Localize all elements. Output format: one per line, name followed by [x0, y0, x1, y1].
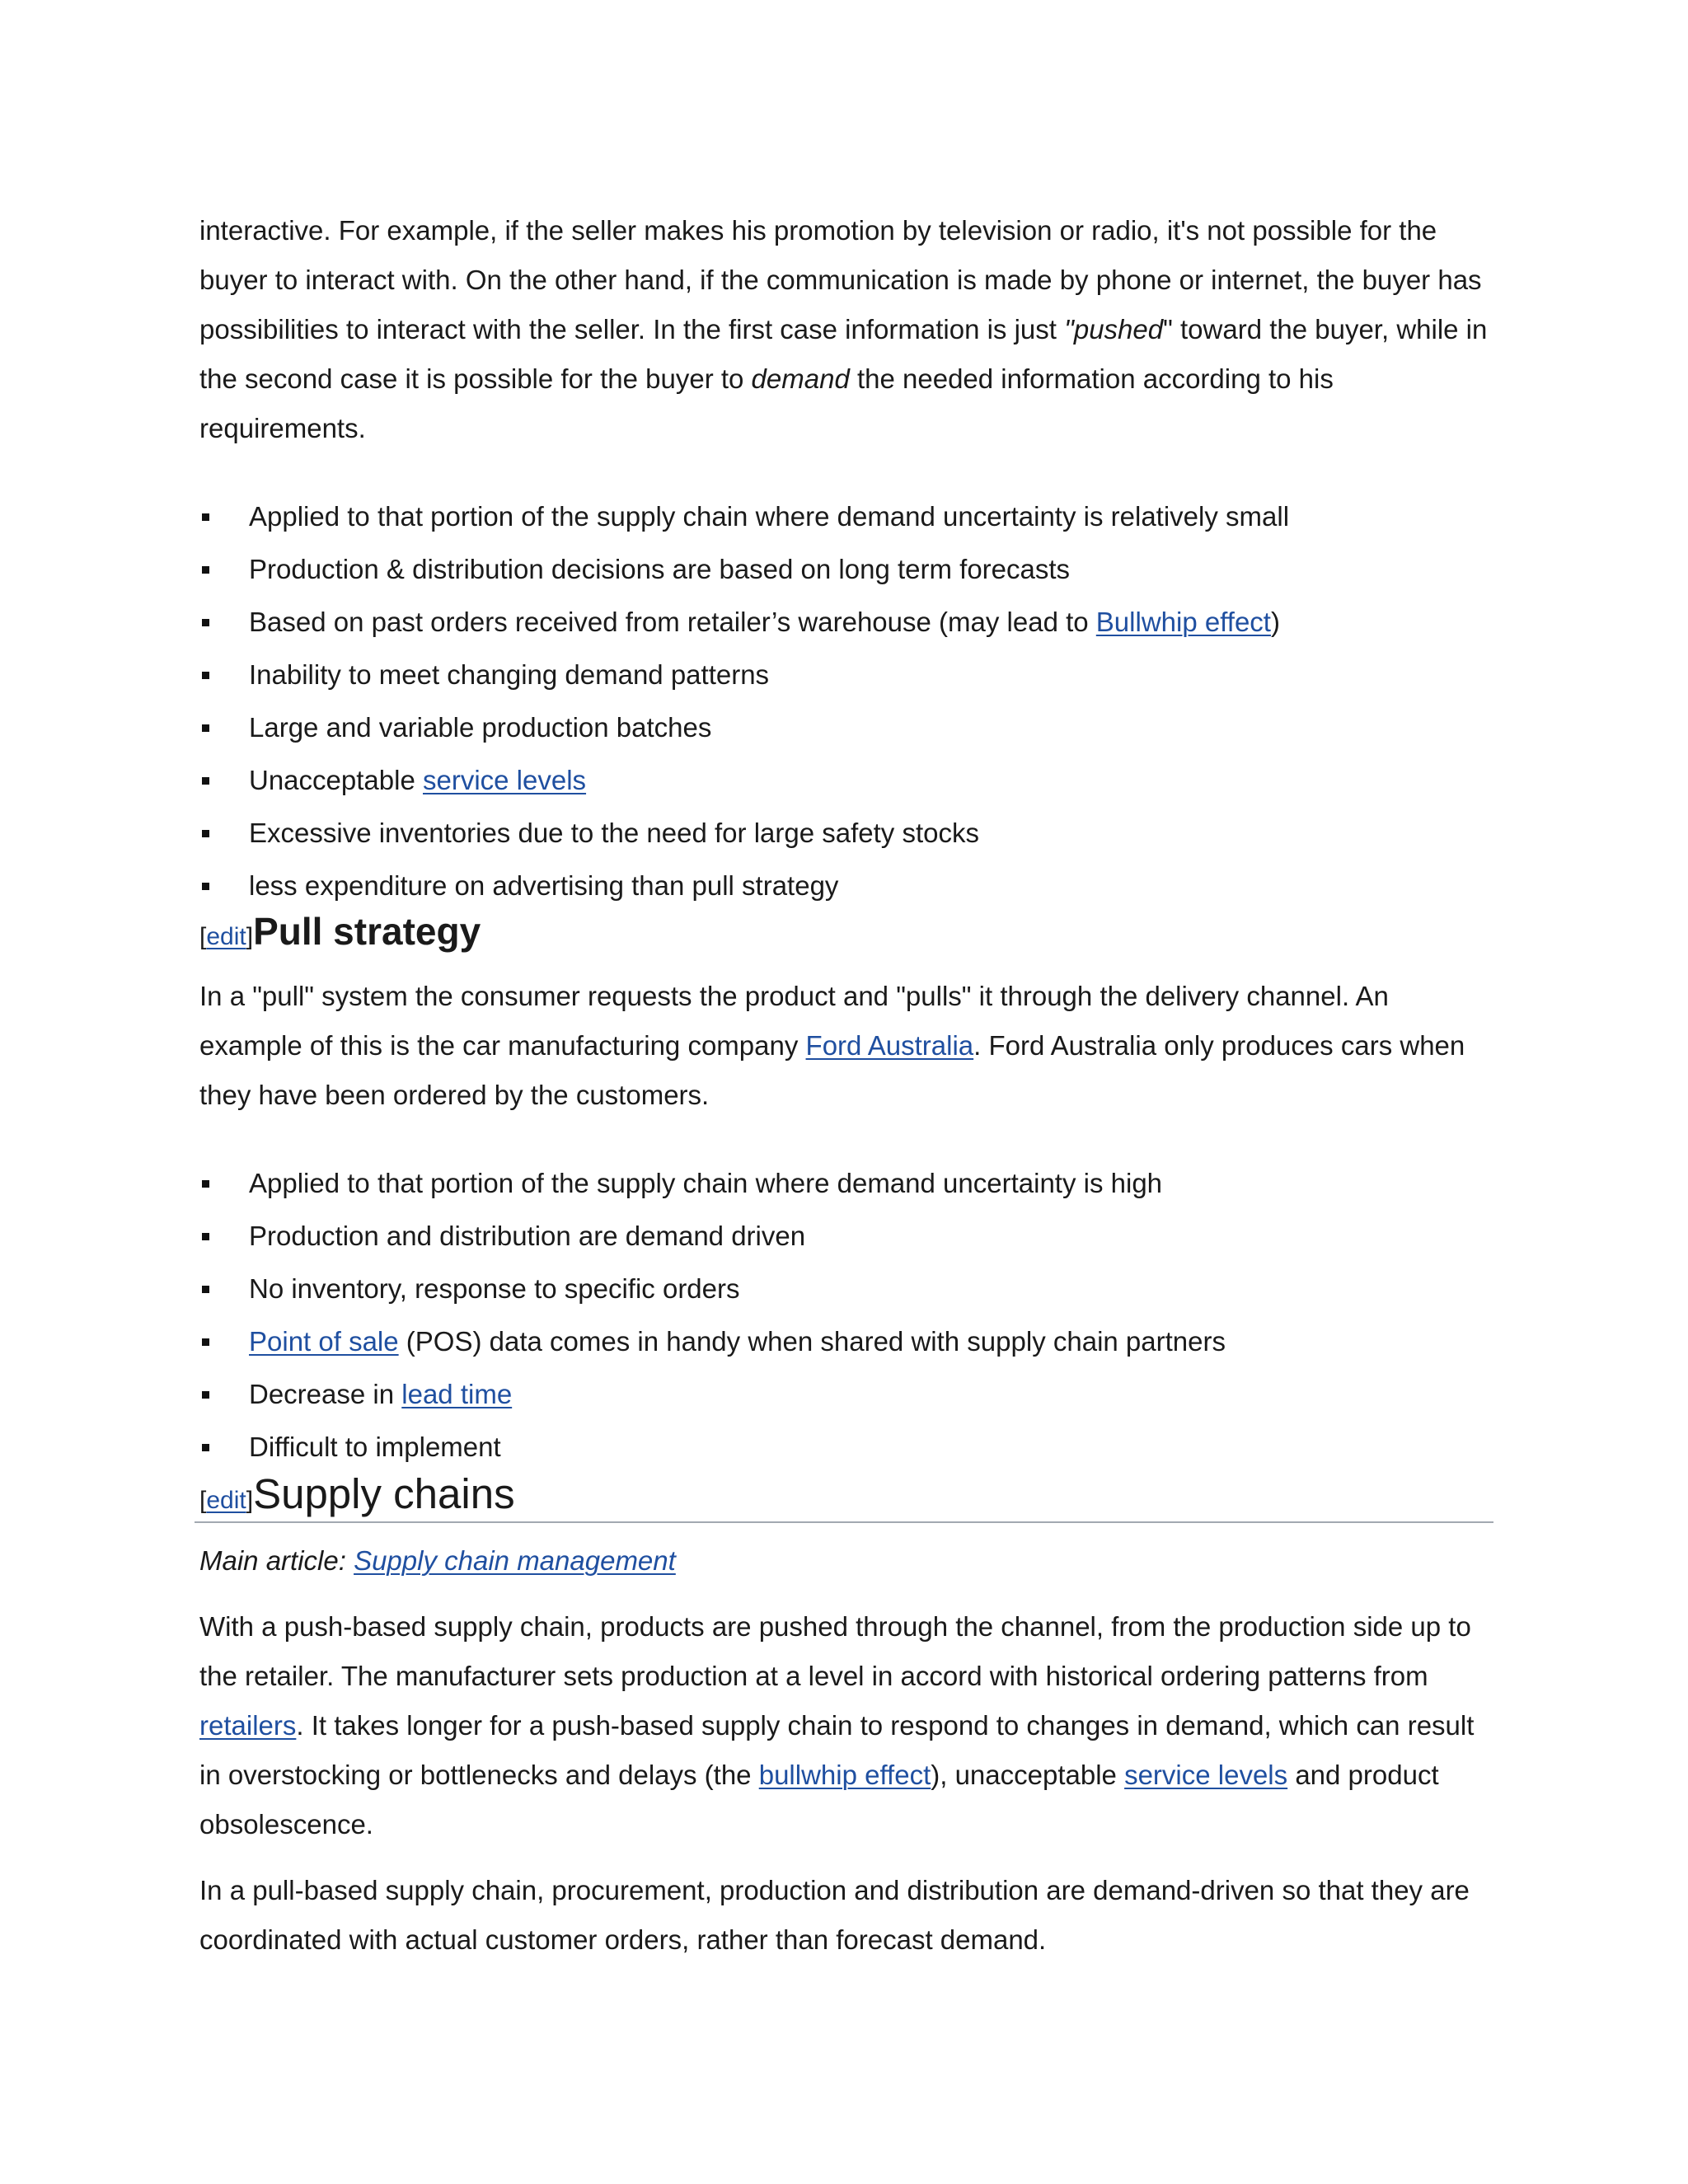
- edit-pull-strategy-link[interactable]: edit: [206, 923, 246, 950]
- bullet-square-icon: [202, 513, 209, 521]
- list-item-text: Inability to meet changing demand patterns: [249, 659, 770, 690]
- demand-emphasis: demand: [751, 363, 850, 394]
- bracket-close: ]: [246, 923, 254, 950]
- retailers-link[interactable]: retailers: [199, 1710, 297, 1741]
- bullet-square-icon: [202, 1444, 209, 1451]
- edit-supply-chains-link[interactable]: edit: [206, 1487, 246, 1514]
- bullet-square-icon: [202, 1286, 209, 1293]
- list-item-text: ): [1270, 607, 1280, 637]
- list-item: [199, 701, 1493, 754]
- paragraph-text: ), unacceptable: [931, 1760, 1125, 1790]
- intro-text: " toward the buyer, while in the second case it is possible for the buyer to: [199, 314, 1488, 394]
- bracket-close: ]: [246, 1487, 254, 1514]
- lead-time-link[interactable]: lead time: [401, 1379, 513, 1409]
- list-item-text: No inventory, response to specific orders: [249, 1273, 740, 1304]
- section-title: Supply chains: [253, 1470, 515, 1517]
- paragraph-text: In a pull-based supply chain, procurement, production and distribution are demand-driven so that they are coordinated with actual customer orders, rather than forecast demand.: [199, 1875, 1470, 1955]
- pull-supply-chain-paragraph: [199, 1866, 1493, 1965]
- bullet-square-icon: [202, 1338, 209, 1346]
- list-item-text: Difficult to implement: [249, 1432, 501, 1462]
- list-item-text: Large and variable production batches: [249, 712, 712, 743]
- supply-chain-management-link[interactable]: Supply chain management: [354, 1545, 676, 1576]
- list-item-text: Applied to that portion of the supply chain where demand uncertainty is relatively small: [249, 501, 1290, 532]
- list-item: [199, 860, 1493, 912]
- list-item-text: Unacceptable: [249, 765, 423, 795]
- paragraph-text: and product obsolescence.: [199, 1760, 1439, 1840]
- bullet-square-icon: [202, 724, 209, 732]
- section-title: Pull strategy: [253, 910, 481, 953]
- list-item: [199, 1315, 1493, 1368]
- list-item-text: Production and distribution are demand driven: [249, 1221, 806, 1251]
- intro-text: interactive. For example, if the seller makes his promotion by television or radio, it's not possible for the buyer to interact with. On the other hand, if the communication is made by phone or internet, the buyer has possibilities to interact with the seller. In the first case information is just: [199, 215, 1482, 344]
- list-item-text: (POS) data comes in handy when shared with supply chain partners: [398, 1326, 1226, 1357]
- pull-text: . Ford Australia only produces cars when they have been ordered by the customers.: [199, 1030, 1465, 1110]
- pushed-emphasis: "pushed: [1064, 314, 1164, 344]
- bullet-square-icon: [202, 1391, 209, 1399]
- bullet-square-icon: [202, 1180, 209, 1188]
- list-item: [199, 1263, 1493, 1315]
- list-item: [199, 1368, 1493, 1421]
- list-item: [199, 596, 1493, 649]
- bullet-square-icon: [202, 566, 209, 574]
- ford-australia-link[interactable]: Ford Australia: [805, 1030, 974, 1061]
- main-article-label: Main article:: [199, 1545, 354, 1576]
- bullet-square-icon: [202, 1233, 209, 1240]
- bullet-square-icon: [202, 619, 209, 626]
- list-item: [199, 1210, 1493, 1263]
- edit-section-link-wrapper: [199, 923, 253, 951]
- list-item: [199, 1157, 1493, 1210]
- service-levels-link[interactable]: service levels: [1124, 1760, 1288, 1790]
- service-levels-link[interactable]: service levels: [422, 765, 587, 795]
- list-item: [199, 490, 1493, 543]
- bracket-open: [: [199, 923, 207, 950]
- list-item-text: Applied to that portion of the supply chain where demand uncertainty is high: [249, 1168, 1163, 1198]
- pull-strategy-heading: [199, 911, 1493, 952]
- bullet-square-icon: [202, 830, 209, 837]
- list-item-text: Decrease in: [249, 1379, 402, 1409]
- list-item-text: Excessive inventories due to the need for large safety stocks: [249, 818, 979, 848]
- intro-paragraph: [199, 206, 1493, 453]
- pull-characteristics-list: [199, 1157, 1493, 1474]
- pull-paragraph: [199, 972, 1493, 1120]
- bullwhip-effect-link[interactable]: bullwhip effect: [758, 1760, 931, 1790]
- list-item: [199, 649, 1493, 701]
- point-of-sale-link[interactable]: Point of sale: [249, 1326, 399, 1357]
- article-body: [199, 206, 1493, 1965]
- list-item-text: less expenditure on advertising than pull strategy: [249, 870, 839, 901]
- supply-chains-heading: [199, 1472, 1493, 1516]
- list-item: [199, 754, 1493, 807]
- paragraph-text: . It takes longer for a push-based supply chain to respond to changes in demand, which can result in overstocking or bottlenecks and delays (the: [199, 1710, 1475, 1790]
- intro-text: the needed information according to his requirements.: [199, 363, 1334, 443]
- list-item: [199, 1421, 1493, 1474]
- section-divider: [195, 1521, 1493, 1523]
- bullwhip-effect-link[interactable]: Bullwhip effect: [1095, 607, 1271, 637]
- bullet-square-icon: [202, 883, 209, 890]
- list-item-text: Production & distribution decisions are based on long term forecasts: [249, 554, 1071, 584]
- push-supply-chain-paragraph: [199, 1602, 1493, 1849]
- list-item-text: Based on past orders received from retailer’s warehouse (may lead to: [249, 607, 1096, 637]
- main-article-note: [199, 1536, 1493, 1586]
- list-item: [199, 807, 1493, 860]
- bullet-square-icon: [202, 672, 209, 679]
- list-item: [199, 543, 1493, 596]
- bracket-open: [: [199, 1487, 207, 1514]
- pull-text: In a "pull" system the consumer requests the product and "pulls" it through the delivery channel. An example of this is the car manufacturing company: [199, 981, 1389, 1061]
- bullet-square-icon: [202, 777, 209, 785]
- push-characteristics-list: [199, 490, 1493, 912]
- edit-section-link-wrapper: [199, 1487, 253, 1515]
- paragraph-text: With a push-based supply chain, products are pushed through the channel, from the production side up to the retailer. The manufacturer sets production at a level in accord with historical ordering patterns from: [199, 1611, 1471, 1691]
